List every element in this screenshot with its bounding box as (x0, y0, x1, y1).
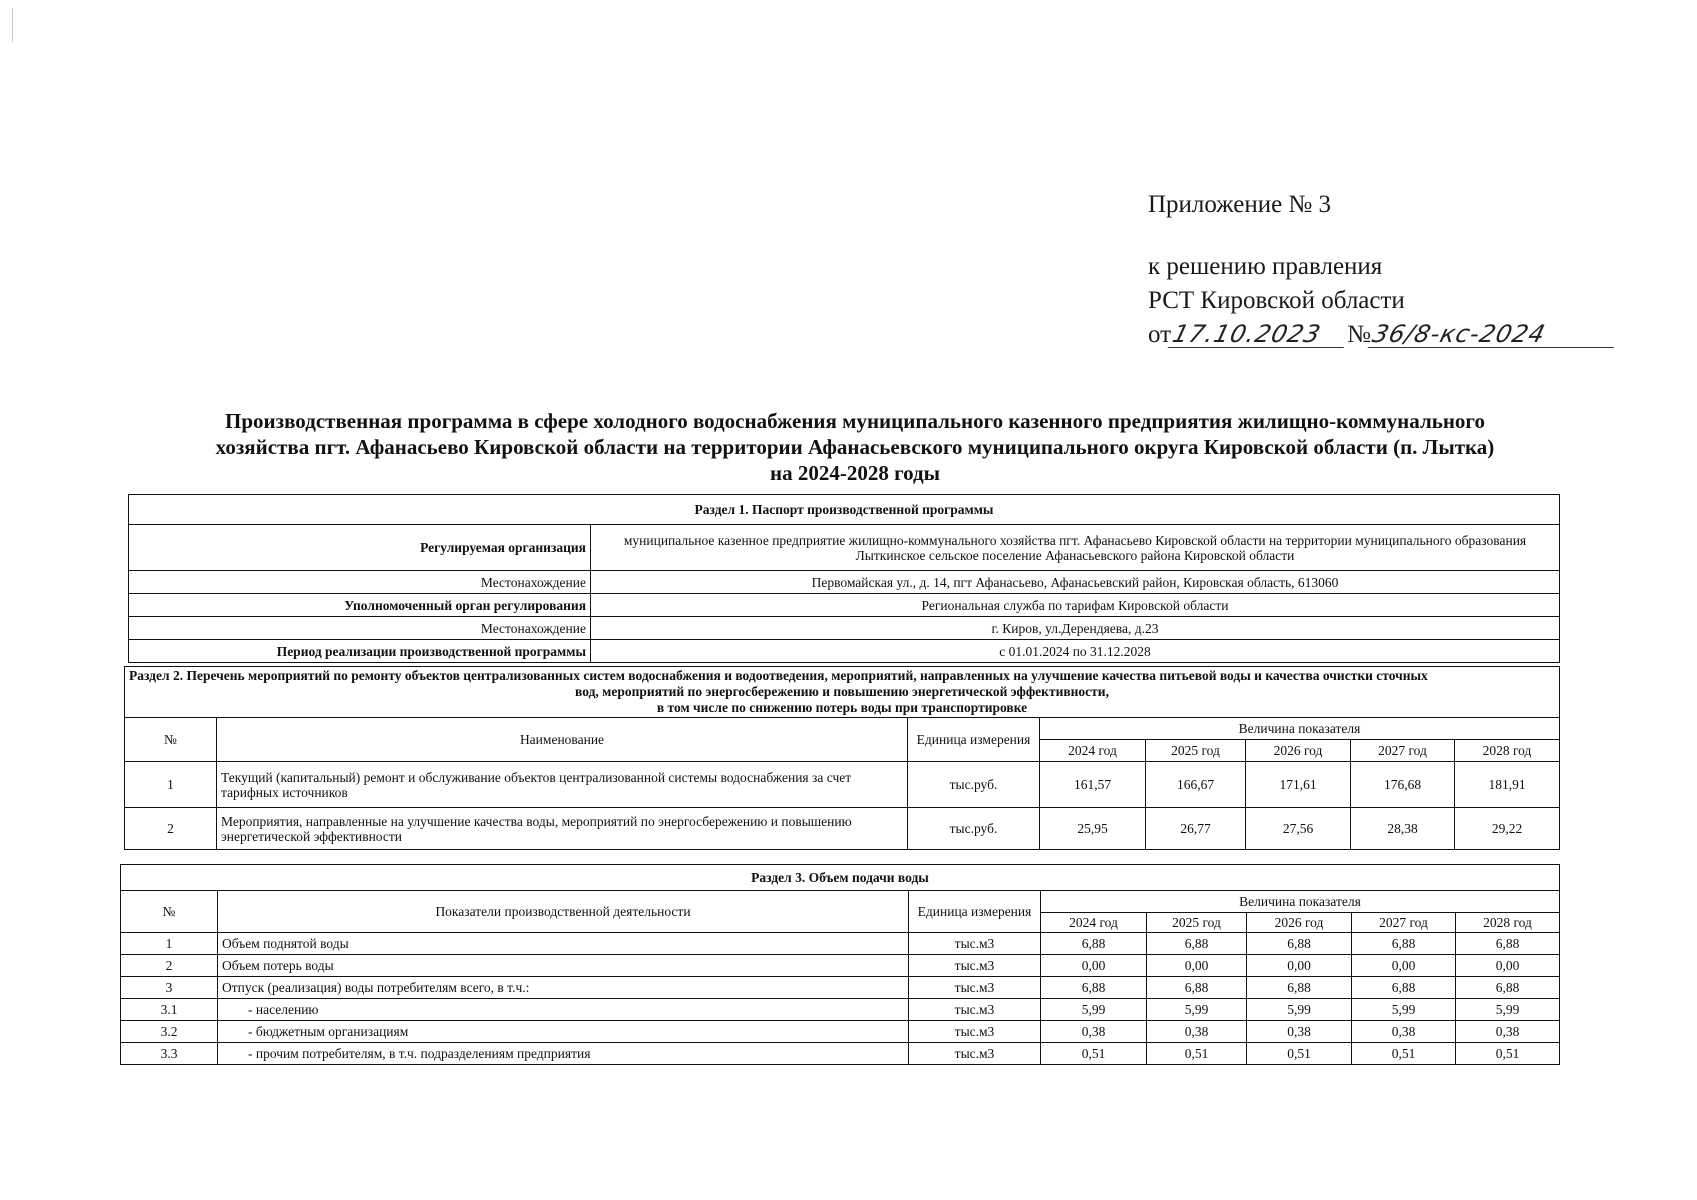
row-value: 0,00 (1352, 955, 1456, 977)
appendix-authority-line: РСТ Кировской области (1148, 287, 1405, 314)
row-value: 0,51 (1352, 1043, 1456, 1065)
year-header: 2025 год (1146, 740, 1246, 762)
row-value: 5,99 (1352, 999, 1456, 1021)
title-line-2: хозяйства пгт. Афанасьево Кировской области на территории Афанасьевского муниципального округа Кировской области (п. Лытка) (215, 435, 1495, 459)
table-row (125, 762, 1560, 808)
row-value: 6,88 (1247, 977, 1352, 999)
row-value: 6,88 (1456, 933, 1560, 955)
row-value: 5,99 (1041, 999, 1147, 1021)
row-value: 6,88 (1456, 977, 1560, 999)
row-value: 0,00 (1456, 955, 1560, 977)
row-name: - бюджетным организациям (218, 1021, 909, 1043)
row-value: 0,38 (1247, 1021, 1352, 1043)
handwritten-number: 36/8-кс-2024 (1368, 321, 1621, 348)
passport-label: Период реализации производственной программы (129, 640, 591, 663)
row-value: 6,88 (1247, 933, 1352, 955)
scan-edge-mark (12, 8, 13, 42)
passport-label: Уполномоченный орган регулирования (129, 594, 591, 617)
table-row (121, 955, 1560, 977)
section2-heading (125, 667, 1560, 718)
row-unit: тыс.руб. (908, 808, 1040, 850)
row-unit: тыс.м3 (909, 999, 1041, 1021)
col-header-value: Величина показателя (1041, 891, 1560, 913)
row-value: 0,00 (1041, 955, 1147, 977)
appendix-block (1148, 188, 1617, 352)
row-value: 5,99 (1147, 999, 1247, 1021)
row-unit: тыс.м3 (909, 933, 1041, 955)
year-header: 2024 год (1040, 740, 1146, 762)
section2-heading-line-1: Раздел 2. Перечень мероприятий по ремонту объектов централизованных систем водоснабжения и водоотведения, мероприятий, направленных на улучшение качества питьевой воды и качества очистки сточных (129, 668, 1428, 683)
section2-heading-line-2: вод, мероприятий по энергосбережению и повышению энергетической эффективности, (575, 684, 1109, 699)
number-label: № (1347, 321, 1371, 348)
passport-value: Региональная служба по тарифам Кировской области (591, 594, 1560, 617)
col-header-number: № (121, 891, 218, 933)
row-unit: тыс.м3 (909, 1021, 1041, 1043)
row-number: 2 (121, 955, 218, 977)
row-value: 0,51 (1456, 1043, 1560, 1065)
year-header: 2027 год (1351, 740, 1455, 762)
row-number: 3 (121, 977, 218, 999)
row-name: Мероприятия, направленные на улучшение качества воды, мероприятий по энергосбережению и повышению энергетической эффективности (217, 808, 908, 850)
row-value: 6,88 (1041, 933, 1147, 955)
handwritten-date: 17.10.2023 (1168, 321, 1351, 348)
title-line-3: на 2024-2028 годы (769, 461, 941, 485)
col-header-value: Величина показателя (1040, 718, 1560, 740)
section3-heading: Раздел 3. Объем подачи воды (121, 865, 1560, 891)
row-value: 29,22 (1455, 808, 1560, 850)
row-name: Отпуск (реализация) воды потребителям всего, в т.ч.: (218, 977, 909, 999)
passport-label: Регулируемая организация (129, 525, 591, 571)
row-unit: тыс.м3 (909, 977, 1041, 999)
appendix-date-number-line (1148, 318, 1617, 352)
table-row (125, 808, 1560, 850)
row-name: Текущий (капитальный) ремонт и обслуживание объектов централизованной системы водоснабжения за счет тарифных источников (217, 762, 908, 808)
year-header: 2025 год (1147, 913, 1247, 933)
row-value: 166,67 (1146, 762, 1246, 808)
col-header-unit: Единица измерения (908, 718, 1040, 762)
row-value: 0,51 (1247, 1043, 1352, 1065)
row-value: 0,51 (1041, 1043, 1147, 1065)
row-value: 6,88 (1352, 933, 1456, 955)
passport-value: г. Киров, ул.Дерендяева, д.23 (591, 617, 1560, 640)
section1-passport-table (128, 494, 1560, 663)
table-row (121, 1021, 1560, 1043)
row-value: 0,38 (1147, 1021, 1247, 1043)
row-value: 0,38 (1041, 1021, 1147, 1043)
table-row (121, 999, 1560, 1021)
row-value: 5,99 (1247, 999, 1352, 1021)
from-label: от (1148, 321, 1172, 348)
row-name: Объем поднятой воды (218, 933, 909, 955)
col-header-unit: Единица измерения (909, 891, 1041, 933)
row-value: 6,88 (1147, 977, 1247, 999)
row-value: 5,99 (1456, 999, 1560, 1021)
row-value: 176,68 (1351, 762, 1455, 808)
year-header: 2028 год (1455, 740, 1560, 762)
table-row (121, 1043, 1560, 1065)
row-value: 6,88 (1147, 933, 1247, 955)
year-header: 2026 год (1247, 913, 1352, 933)
row-unit: тыс.руб. (908, 762, 1040, 808)
row-value: 0,38 (1352, 1021, 1456, 1043)
document-title (125, 408, 1585, 486)
row-value: 28,38 (1351, 808, 1455, 850)
row-value: 161,57 (1040, 762, 1146, 808)
row-number: 3.3 (121, 1043, 218, 1065)
passport-label: Местонахождение (129, 571, 591, 594)
year-header: 2027 год (1352, 913, 1456, 933)
row-value: 0,00 (1147, 955, 1247, 977)
table-row (121, 933, 1560, 955)
row-name: - прочим потребителям, в т.ч. подразделениям предприятия (218, 1043, 909, 1065)
passport-label: Местонахождение (129, 617, 591, 640)
row-value: 6,88 (1352, 977, 1456, 999)
row-value: 27,56 (1246, 808, 1351, 850)
row-number: 3.1 (121, 999, 218, 1021)
row-number: 1 (121, 933, 218, 955)
table-row (121, 977, 1560, 999)
col-header-name: Наименование (217, 718, 908, 762)
year-header: 2024 год (1041, 913, 1147, 933)
row-unit: тыс.м3 (909, 955, 1041, 977)
row-unit: тыс.м3 (909, 1043, 1041, 1065)
row-number: 2 (125, 808, 217, 850)
passport-value: муниципальное казенное предприятие жилищно-коммунального хозяйства пгт. Афанасьево Кировской области на территории муниципального образования Лыткинское сельское поселение Афанасьевского района Кировской области (591, 525, 1560, 571)
section2-heading-line-3: в том числе по снижению потерь воды при транспортировке (656, 700, 1028, 715)
title-line-1: Производственная программа в сфере холодного водоснабжения муниципального казенного предприятия жилищно-коммунального (225, 409, 1485, 433)
row-value: 0,51 (1147, 1043, 1247, 1065)
row-value: 0,00 (1247, 955, 1352, 977)
row-value: 171,61 (1246, 762, 1351, 808)
row-value: 6,88 (1041, 977, 1147, 999)
section3-supply-table (120, 864, 1560, 1065)
year-header: 2028 год (1456, 913, 1560, 933)
row-name: Объем потерь воды (218, 955, 909, 977)
col-header-number: № (125, 718, 217, 762)
row-number: 3.2 (121, 1021, 218, 1043)
row-value: 0,38 (1456, 1021, 1560, 1043)
col-header-name: Показатели производственной деятельности (218, 891, 909, 933)
appendix-number: Приложение № 3 (1148, 191, 1332, 218)
passport-value: Первомайская ул., д. 14, пгт Афанасьево, Афанасьевский район, Кировская область, 613060 (591, 571, 1560, 594)
appendix-decision-line: к решению правления (1148, 253, 1383, 280)
row-number: 1 (125, 762, 217, 808)
row-value: 181,91 (1455, 762, 1560, 808)
row-value: 25,95 (1040, 808, 1146, 850)
section2-measures-table (124, 666, 1560, 850)
section1-heading: Раздел 1. Паспорт производственной программы (129, 495, 1560, 525)
row-value: 26,77 (1146, 808, 1246, 850)
year-header: 2026 год (1246, 740, 1351, 762)
passport-value: с 01.01.2024 по 31.12.2028 (591, 640, 1560, 663)
row-name: - населению (218, 999, 909, 1021)
